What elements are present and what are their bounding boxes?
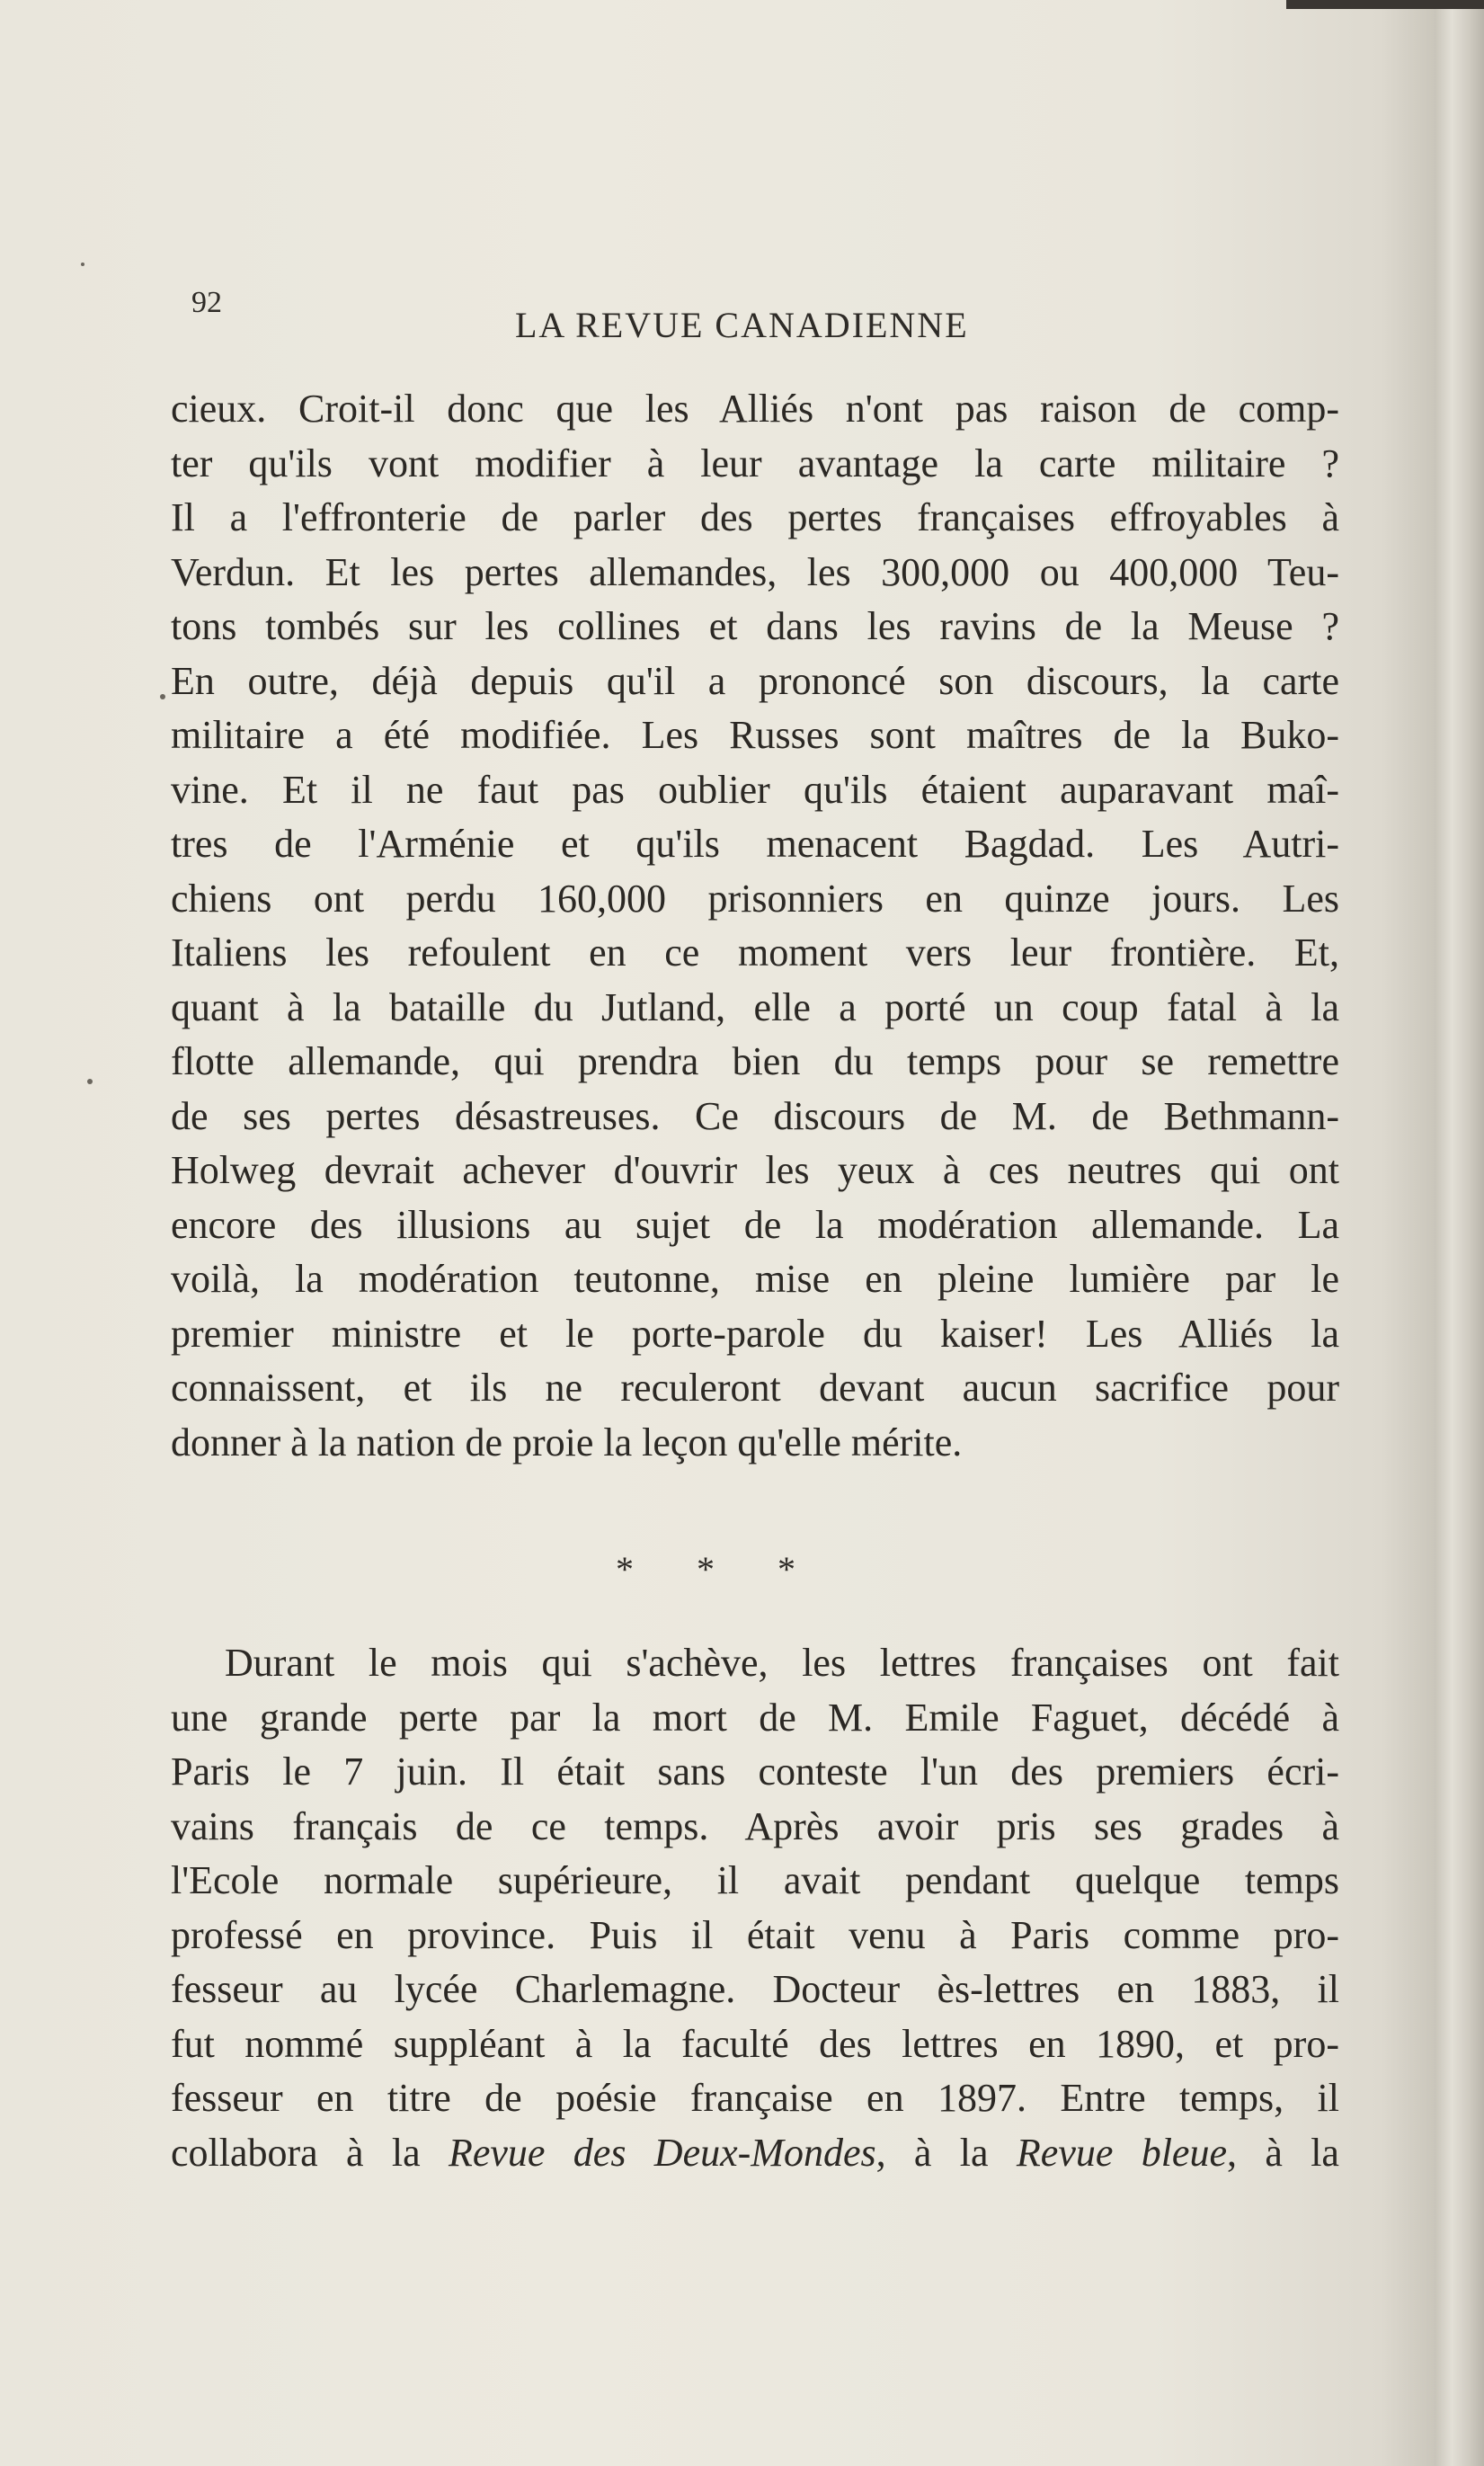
page-number: 92: [191, 286, 222, 319]
text-line: flotte allemande, qui prendra bien du temps pour se remettre: [171, 1039, 1339, 1083]
text-line: quant à la bataille du Jutland, elle a porté un coup fatal à la: [171, 984, 1339, 1029]
text-line: militaire a été modifiée. Les Russes sont maîtres de la Buko-: [171, 713, 1339, 757]
paragraph-1: [171, 382, 1339, 1470]
text-run: , à la: [875, 2130, 1017, 2175]
text-line: cieux. Croit-il donc que les Alliés n'ont pas raison de comp-: [171, 387, 1339, 431]
section-separator: * * *: [616, 1549, 822, 1589]
paper-speck: [87, 1079, 93, 1084]
text-line: de ses pertes désastreuses. Ce discours de M. de Bethmann-: [171, 1093, 1339, 1138]
page-edge: [1435, 0, 1484, 2466]
periodical-title: Revue des Deux-Mondes: [449, 2130, 876, 2175]
text-line: premier ministre et le porte-parole du kaiser! Les Alliés la: [171, 1311, 1339, 1356]
paper-speck: [81, 263, 84, 266]
text-run: , à la: [1227, 2130, 1339, 2175]
text-line: professé en province. Puis il était venu à Paris comme pro-: [171, 1912, 1339, 1957]
text-line: Holweg devrait achever d'ouvrir les yeux à ces neutres qui ont: [171, 1148, 1339, 1192]
text-run: collabora à la: [171, 2130, 449, 2175]
text-line: vains français de ce temps. Après avoir pris ses grades à: [171, 1803, 1339, 1848]
journal-title: LA REVUE CANADIENNE: [515, 305, 969, 345]
text-line: Paris le 7 juin. Il était sans conteste l'un des premiers écri-: [171, 1749, 1339, 1794]
text-line: tons tombés sur les collines et dans les ravins de la Meuse ?: [171, 604, 1339, 648]
text-line: Verdun. Et les pertes allemandes, les 300,000 ou 400,000 Teu-: [171, 549, 1339, 594]
text-line: Italiens les refoulent en ce moment vers leur frontière. Et,: [171, 930, 1339, 975]
text-line: fesseur en titre de poésie française en 1897. Entre temps, il: [171, 2076, 1339, 2120]
text-line: vine. Et il ne faut pas oublier qu'ils étaient auparavant maî-: [171, 767, 1339, 812]
text-line: fut nommé suppléant à la faculté des lettres en 1890, et pro-: [171, 2021, 1339, 2066]
text-line: voilà, la modération teutonne, mise en pleine lumière par le: [171, 1257, 1339, 1301]
text-line: donner à la nation de proie la leçon qu'elle mérite.: [171, 1420, 963, 1464]
page-edge-shadow: [1286, 0, 1484, 9]
text-line: ter qu'ils vont modifier à leur avantage la carte militaire ?: [171, 441, 1339, 485]
text-line: une grande perte par la mort de M. Emile Faguet, décédé à: [171, 1695, 1339, 1740]
text-line: l'Ecole normale supérieure, il avait pendant quelque temps: [171, 1858, 1339, 1902]
text-line: En outre, déjà depuis qu'il a prononcé son discours, la carte: [171, 658, 1339, 703]
text-line: encore des illusions au sujet de la modération allemande. La: [171, 1202, 1339, 1247]
text-line-last: [171, 2126, 1339, 2181]
text-line: Il a l'effronterie de parler des pertes françaises effroyables à: [171, 495, 1339, 539]
periodical-title: Revue bleue: [1016, 2130, 1227, 2175]
paper-speck: [160, 694, 165, 699]
text-line: tres de l'Arménie et qu'ils menacent Bagdad. Les Autri-: [171, 822, 1339, 866]
text-line: chiens ont perdu 160,000 prisonniers en quinze jours. Les: [171, 876, 1339, 921]
paragraph-2: [171, 1636, 1339, 2180]
text-line: connaissent, et ils ne reculeront devant aucun sacrifice pour: [171, 1366, 1339, 1410]
running-head: [191, 286, 1360, 345]
text-line: Durant le mois qui s'achève, les lettres françaises ont fait: [225, 1641, 1339, 1685]
text-line: fesseur au lycée Charlemagne. Docteur ès-lettres en 1883, il: [171, 1967, 1339, 2011]
